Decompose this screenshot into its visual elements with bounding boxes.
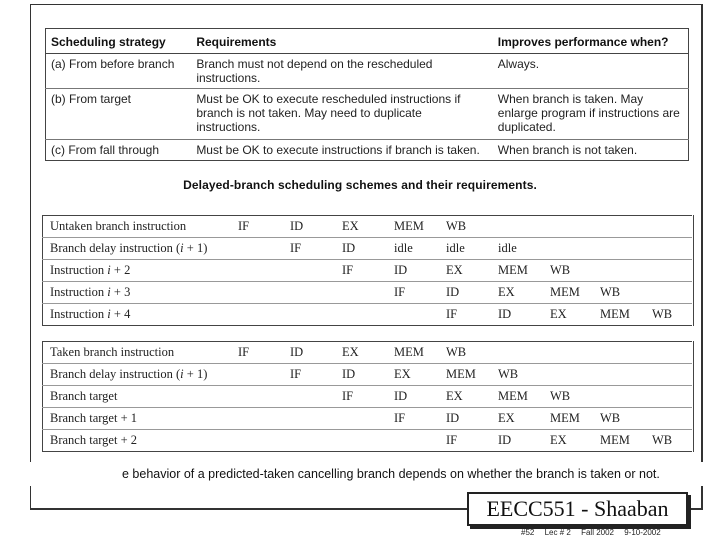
instruction-label: Branch delay instruction (i + 1)	[50, 241, 208, 255]
pipeline-stage: IF	[446, 307, 458, 321]
requirements-cell: Branch must not depend on the rescheduled instructions.	[191, 54, 492, 89]
requirements-cell: Must be OK to execute rescheduled instructions if branch is not taken. May need to duplicate instructions.	[191, 89, 492, 139]
instruction-label: Branch target + 2	[50, 433, 137, 447]
slide-number: #52	[521, 528, 535, 537]
pipeline-stage: IF	[394, 411, 406, 425]
pipeline-stage: idle	[394, 241, 413, 255]
pipeline-stage: MEM	[550, 411, 580, 425]
pipeline-row	[42, 260, 692, 282]
scheduling-strategy-table	[45, 28, 689, 161]
requirements-cell: Must be OK to execute instructions if branch is taken.	[196, 142, 480, 157]
pipeline-stage: WB	[652, 433, 673, 447]
pipeline-stage: IF	[342, 389, 354, 403]
pipeline-stage: EX	[498, 411, 515, 425]
pipeline-row	[42, 364, 692, 386]
pipeline-stage: idle	[446, 241, 465, 255]
pipeline-stage: ID	[446, 285, 460, 299]
pipeline-stage: IF	[342, 263, 354, 277]
pipeline-stage: IF	[238, 219, 250, 233]
pipeline-stage: IF	[290, 367, 302, 381]
pipeline-stage: MEM	[394, 345, 424, 359]
table-header-row	[46, 29, 689, 54]
pipeline-stage: EX	[446, 263, 463, 277]
term: Fall 2002	[581, 528, 614, 537]
table-row	[46, 54, 689, 89]
pipeline-stage: ID	[342, 367, 356, 381]
pipeline-stage: MEM	[550, 285, 580, 299]
pipeline-stage: ID	[290, 345, 304, 359]
untaken-branch-pipeline	[42, 215, 692, 326]
pipeline-stage: WB	[446, 219, 467, 233]
pipeline-stage: EX	[394, 367, 411, 381]
pipeline-stage: ID	[498, 307, 512, 321]
pipeline-stage: EX	[550, 307, 567, 321]
pipeline-row	[42, 386, 692, 408]
header-improves: Improves performance when?	[493, 29, 689, 54]
pipeline-stage: IF	[446, 433, 458, 447]
pipeline-stage: ID	[394, 389, 408, 403]
pipeline-stage: idle	[498, 241, 517, 255]
pipeline-stage: WB	[600, 411, 621, 425]
pipeline-stage: IF	[238, 345, 250, 359]
pipeline-row	[42, 430, 692, 452]
pipeline-stage: MEM	[498, 263, 528, 277]
pipeline-row	[42, 341, 692, 364]
pipeline-stage: MEM	[498, 389, 528, 403]
pipeline-stage: WB	[600, 285, 621, 299]
strategy-cell: (b) From target	[46, 89, 192, 139]
instruction-label: Untaken branch instruction	[50, 219, 187, 233]
table-row	[46, 89, 689, 139]
lecture-number: Lec # 2	[544, 528, 571, 537]
instruction-label: Instruction i + 2	[50, 263, 131, 277]
pipeline-stage: EX	[550, 433, 567, 447]
behavior-note: e behavior of a predicted-taken cancelling branch depends on whether the branch is taken or not.	[30, 462, 703, 486]
table-caption: Delayed-branch scheduling schemes and their requirements.	[183, 178, 537, 192]
pipeline-stage: MEM	[600, 307, 630, 321]
strategy-cell: (a) From before branch	[46, 54, 192, 89]
instruction-label: Branch target	[50, 389, 118, 403]
instruction-label: Branch target + 1	[50, 411, 137, 425]
pipeline-right-border	[693, 215, 694, 326]
pipeline-stage: WB	[498, 367, 519, 381]
date: 9-10-2002	[624, 528, 661, 537]
pipeline-stage: IF	[290, 241, 302, 255]
instruction-label: Instruction i + 4	[50, 307, 131, 321]
instruction-label: Branch delay instruction (i + 1)	[50, 367, 208, 381]
pipeline-stage: ID	[342, 241, 356, 255]
pipeline-stage: IF	[394, 285, 406, 299]
pipeline-stage: MEM	[600, 433, 630, 447]
improves-cell: When branch is not taken.	[497, 142, 638, 157]
pipeline-stage: ID	[394, 263, 408, 277]
pipeline-stage: EX	[498, 285, 515, 299]
pipeline-stage: WB	[550, 263, 571, 277]
pipeline-stage: ID	[446, 411, 460, 425]
instruction-label: Instruction i + 3	[50, 285, 131, 299]
pipeline-stage: EX	[342, 219, 359, 233]
header-requirements: Requirements	[191, 29, 492, 54]
strategy-cell: (c) From fall through	[51, 142, 160, 157]
pipeline-row	[42, 215, 692, 238]
instruction-label: Taken branch instruction	[50, 345, 175, 359]
pipeline-row	[42, 408, 692, 430]
slide-footer	[521, 528, 669, 537]
pipeline-row	[42, 238, 692, 260]
pipeline-row	[42, 304, 692, 326]
pipeline-stage: ID	[290, 219, 304, 233]
pipeline-stage: MEM	[446, 367, 476, 381]
header-strategy: Scheduling strategy	[46, 29, 192, 54]
course-brand: EECC551 - Shaaban	[467, 492, 688, 526]
pipeline-row	[42, 282, 692, 304]
pipeline-stage: EX	[446, 389, 463, 403]
pipeline-stage: MEM	[394, 219, 424, 233]
pipeline-stage: WB	[446, 345, 467, 359]
improves-cell: When branch is taken. May enlarge program if instructions are duplicated.	[493, 89, 689, 139]
pipeline-stage: EX	[342, 345, 359, 359]
pipeline-stage: ID	[498, 433, 512, 447]
taken-branch-pipeline	[42, 341, 692, 452]
pipeline-stage: WB	[652, 307, 673, 321]
improves-cell: Always.	[493, 54, 689, 89]
table-row	[46, 139, 689, 160]
pipeline-stage: WB	[550, 389, 571, 403]
pipeline-right-border	[693, 341, 694, 452]
